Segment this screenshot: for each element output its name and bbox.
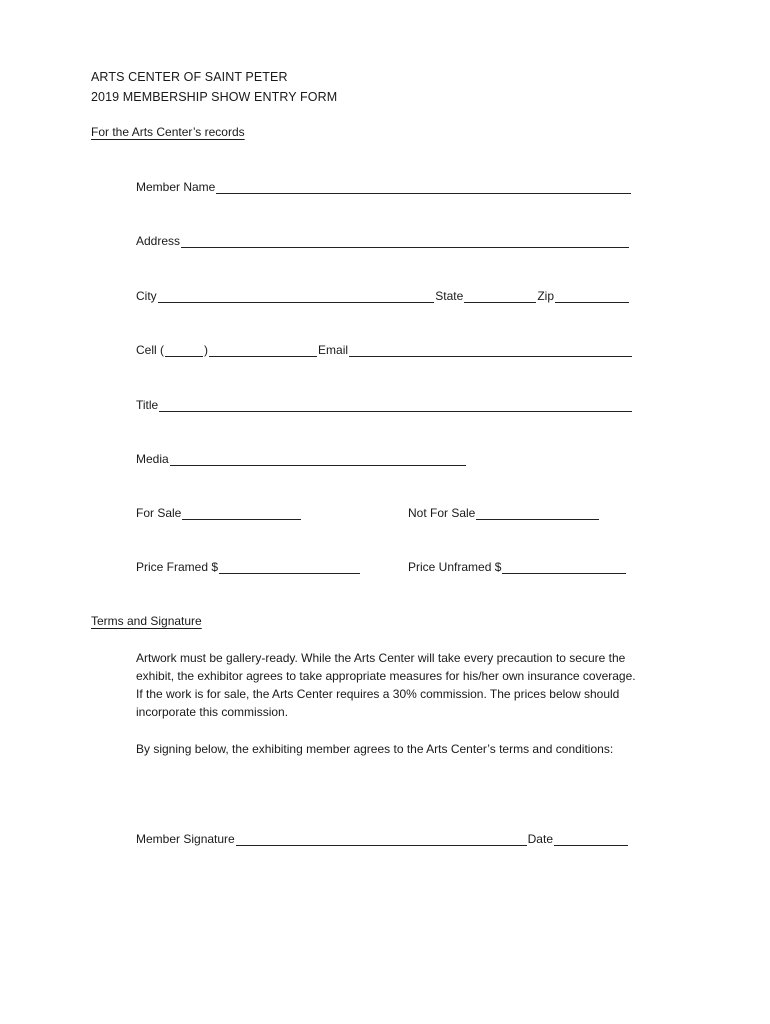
not-for-sale-label: Not For Sale bbox=[408, 506, 476, 520]
cell-area-code-line[interactable] bbox=[165, 344, 203, 357]
title-line[interactable] bbox=[159, 399, 632, 412]
address-label: Address bbox=[136, 234, 181, 248]
form-title: 2019 MEMBERSHIP SHOW ENTRY FORM bbox=[91, 90, 338, 104]
cell-paren-close: ) bbox=[204, 343, 209, 357]
price-unframed-line[interactable] bbox=[502, 561, 626, 574]
agreement-paragraph: By signing below, the exhibiting member agrees to the Arts Center’s terms and conditions: bbox=[136, 742, 614, 756]
for-sale-field[interactable] bbox=[136, 504, 302, 520]
state-label: State bbox=[435, 289, 464, 303]
records-heading: For the Arts Center’s records bbox=[91, 125, 245, 139]
member-name-label: Member Name bbox=[136, 180, 216, 194]
price-framed-label: Price Framed $ bbox=[136, 560, 219, 574]
address-line[interactable] bbox=[181, 235, 629, 248]
address-field[interactable] bbox=[136, 232, 630, 248]
media-label: Media bbox=[136, 452, 169, 466]
signature-line[interactable] bbox=[236, 833, 527, 846]
terms-paragraph: Artwork must be gallery-ready. While the Arts Center will take every precaution to secure the exhibit, the exhibitor agrees to take appropriate measures for his/her own insurance coverage. If the work is for sale, the Arts Center requires a 30% commission. The prices below should incorporate this commission. bbox=[136, 651, 636, 719]
member-name-field[interactable] bbox=[136, 178, 632, 194]
title-label: Title bbox=[136, 398, 159, 412]
media-field[interactable] bbox=[136, 450, 467, 466]
for-sale-label: For Sale bbox=[136, 506, 182, 520]
zip-label: Zip bbox=[537, 289, 554, 303]
city-state-zip-row bbox=[136, 287, 630, 303]
price-framed-line[interactable] bbox=[219, 561, 360, 574]
zip-line[interactable] bbox=[555, 290, 629, 303]
cell-number-line[interactable] bbox=[209, 344, 317, 357]
title-field[interactable] bbox=[136, 396, 633, 412]
date-line[interactable] bbox=[554, 833, 628, 846]
email-line[interactable] bbox=[349, 344, 632, 357]
terms-heading: Terms and Signature bbox=[91, 614, 202, 628]
price-framed-field[interactable] bbox=[136, 558, 361, 574]
price-unframed-label: Price Unframed $ bbox=[408, 560, 502, 574]
not-for-sale-field[interactable] bbox=[408, 504, 600, 520]
date-label: Date bbox=[527, 832, 553, 846]
not-for-sale-line[interactable] bbox=[476, 507, 599, 520]
cell-email-row bbox=[136, 341, 633, 357]
city-line[interactable] bbox=[158, 290, 435, 303]
org-name: ARTS CENTER OF SAINT PETER bbox=[91, 70, 288, 84]
media-line[interactable] bbox=[170, 453, 466, 466]
email-label: Email bbox=[318, 343, 349, 357]
member-name-line[interactable] bbox=[216, 181, 631, 194]
state-line[interactable] bbox=[464, 290, 536, 303]
signature-date-row bbox=[136, 830, 629, 846]
city-label: City bbox=[136, 289, 157, 303]
price-unframed-field[interactable] bbox=[408, 558, 627, 574]
cell-label: Cell ( bbox=[136, 343, 165, 357]
signature-label: Member Signature bbox=[136, 832, 235, 846]
for-sale-line[interactable] bbox=[182, 507, 301, 520]
